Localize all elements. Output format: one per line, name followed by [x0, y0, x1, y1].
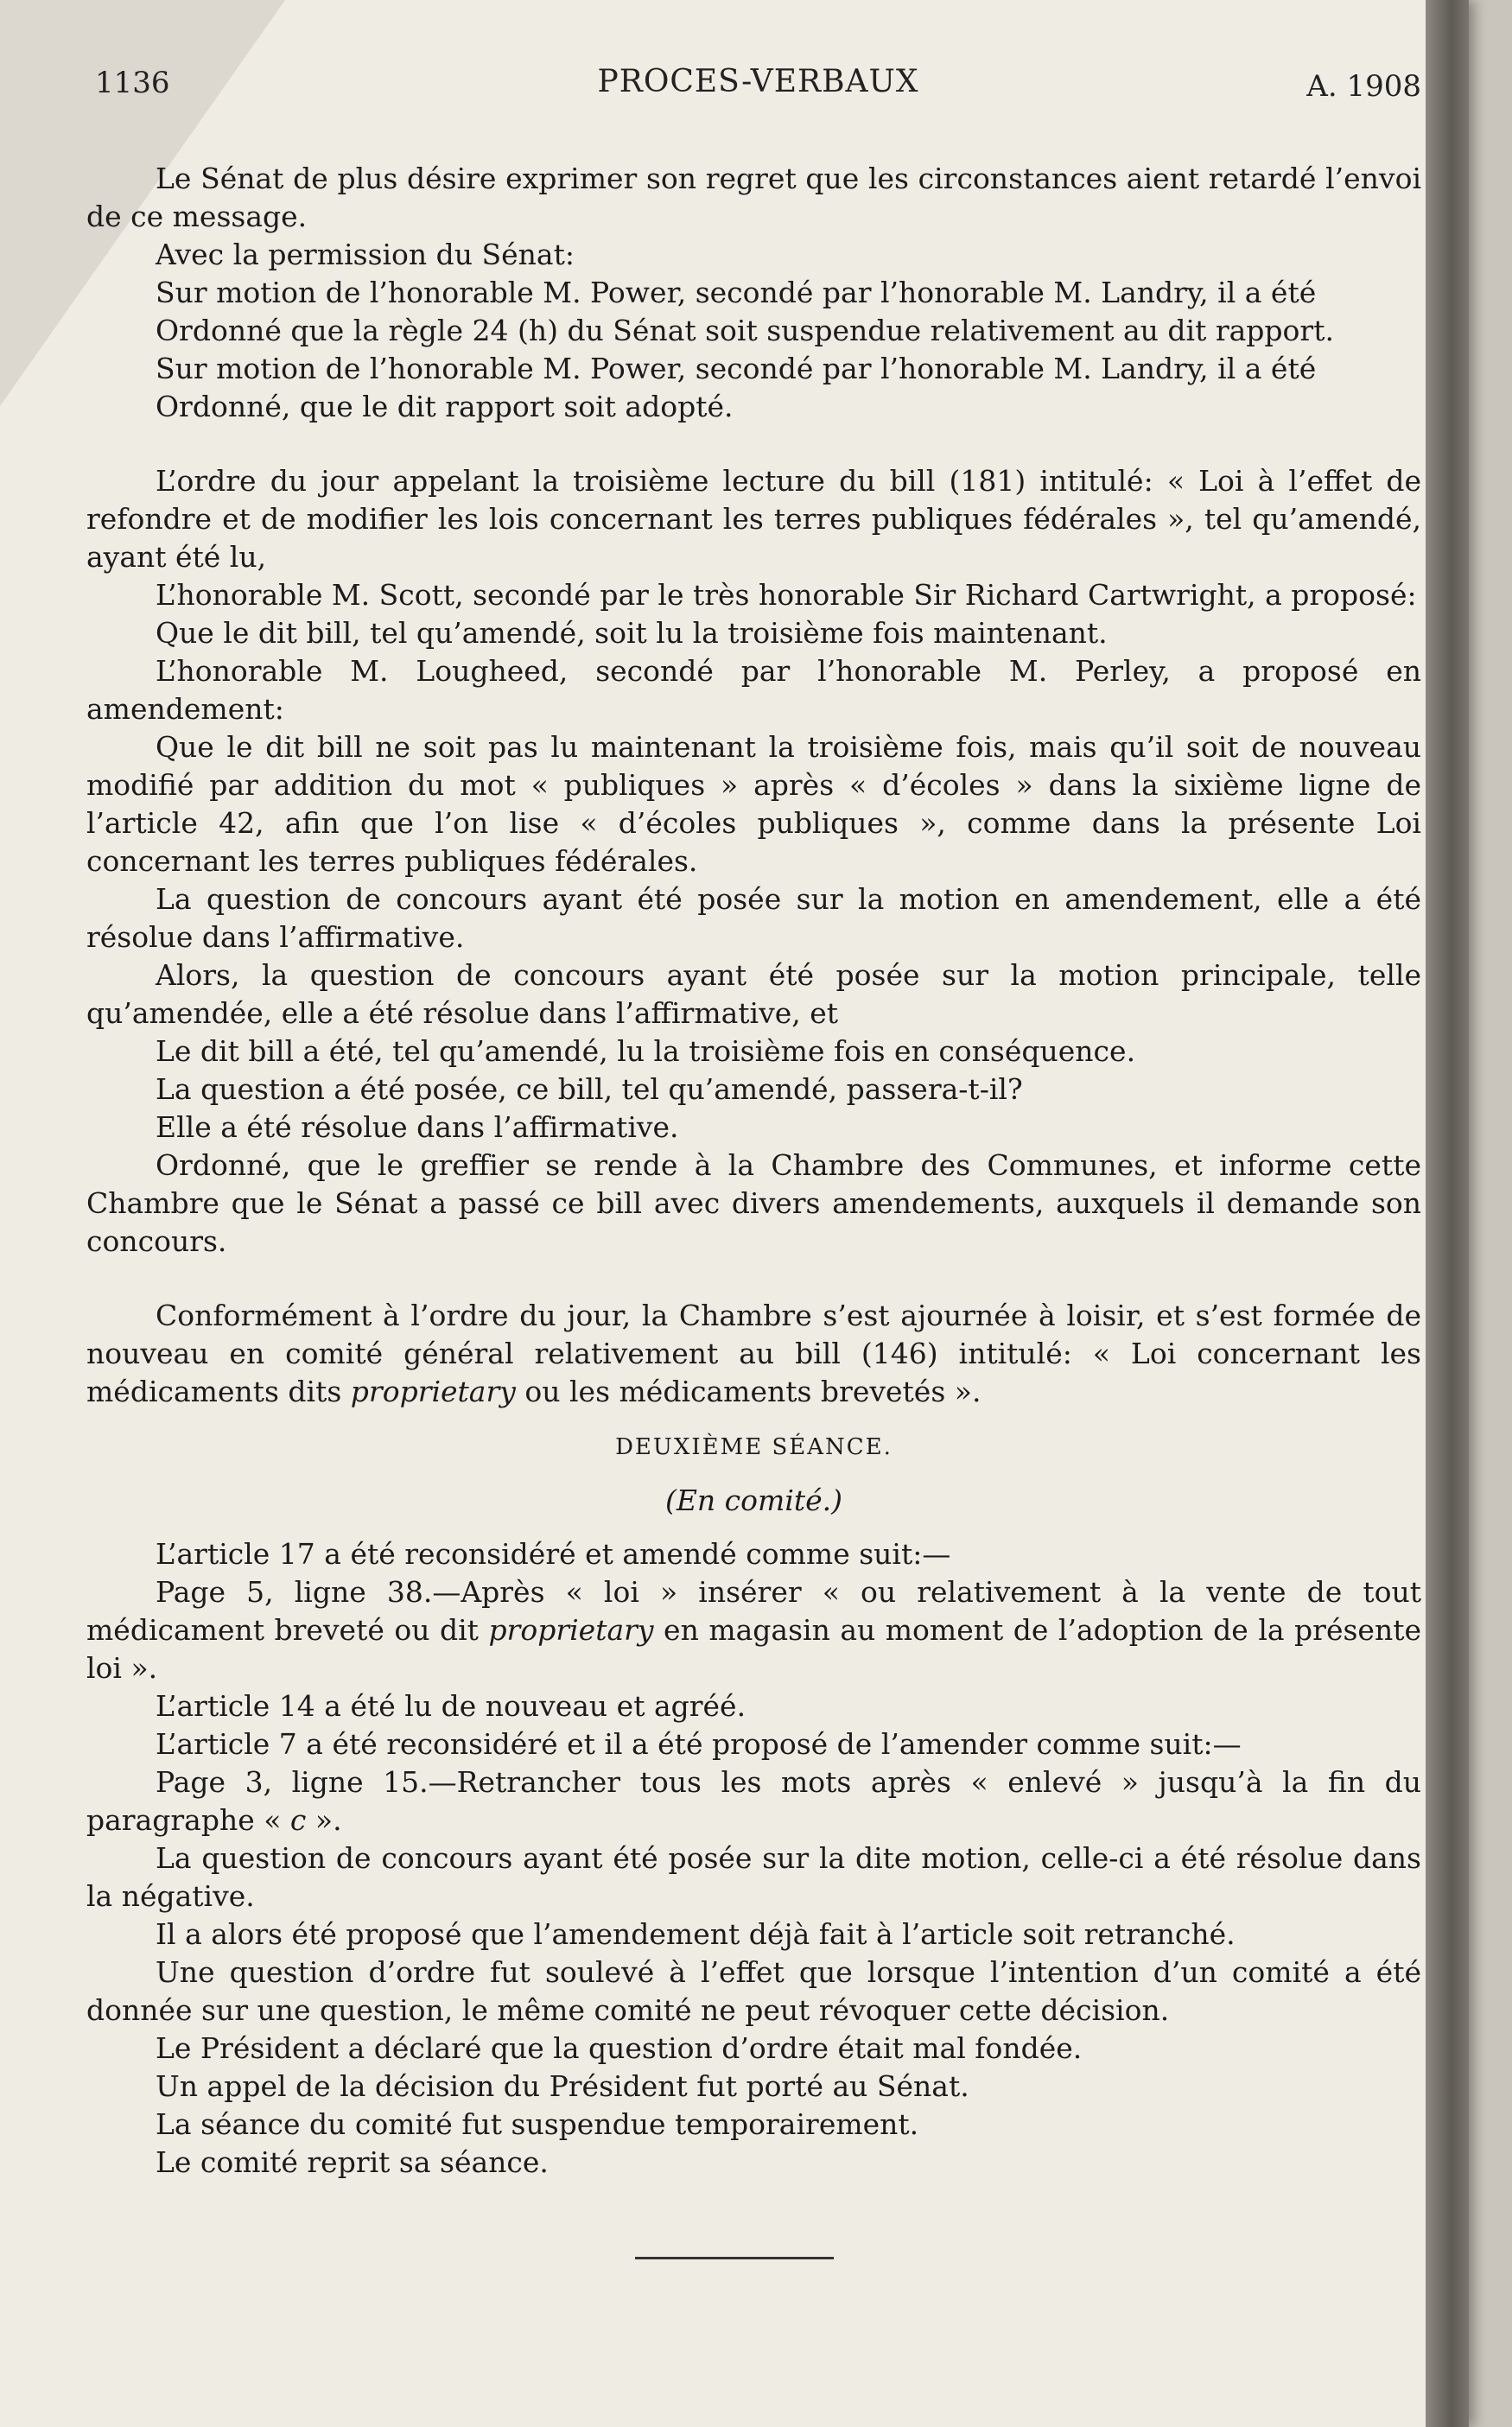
paragraph: Alors, la question de concours ayant été posée sur la motion principale, telle qu’amendée, elle a été résolue dans l’affirmative, et [86, 958, 1421, 1030]
paragraph: Ordonné, que le greffier se rende à la Chambre des Communes, et informe cette Chambre que le Sénat a passé ce bill avec divers amendements, auxquels il demande son concours. [86, 1148, 1421, 1258]
paragraph: L’article 7 a été reconsidéré et il a été proposé de l’amender comme suit:— [156, 1727, 1242, 1761]
page-body [86, 160, 1421, 2182]
paragraph: Le comité reprit sa séance. [156, 2145, 549, 2179]
paragraph: L’honorable M. Lougheed, secondé par l’honorable M. Perley, a proposé en amendement: [86, 654, 1421, 726]
paragraph: Le dit bill a été, tel qu’amendé, lu la troisième fois en conséquence. [156, 1034, 1136, 1068]
book-binding-edge [1426, 0, 1469, 2427]
paragraph: La question a été posée, ce bill, tel qu’amendé, passera-t-il? [156, 1072, 1023, 1106]
paragraph: Le Président a déclaré que la question d’ordre était mal fondée. [156, 2031, 1083, 2065]
paragraph: La question de concours ayant été posée sur la motion en amendement, elle a été résolue dans l’affirmative. [86, 882, 1421, 954]
paragraph: Il a alors été proposé que l’amendement déjà fait à l’article soit retranché. [156, 1917, 1236, 1951]
paragraph: Un appel de la décision du Président fut porté au Sénat. [156, 2069, 969, 2103]
paragraph: Ordonné que la règle 24 (h) du Sénat soit suspendue relativement au dit rapport. [156, 314, 1334, 347]
page-header [95, 60, 1421, 112]
end-rule [635, 2257, 834, 2259]
paragraph: Ordonné, que le dit rapport soit adopté. [156, 390, 734, 423]
running-title: PROCES-VERBAUX [597, 64, 919, 99]
paragraph: Elle a été résolue dans l’affirmative. [156, 1110, 679, 1144]
paragraph: Page 5, ligne 38.—Après « loi » insérer « ou relativement à la vente de tout médicament breveté ou dit proprietary en magasin au moment de l’adoption de la présente loi ». [86, 1575, 1421, 1685]
paragraph: Que le dit bill ne soit pas lu maintenant la troisième fois, mais qu’il soit de nouveau modifié par addition du mot « publiques » après « d’écoles » dans la sixième ligne de l’article 42, afin que l’on lise « d’écoles publiques », comme dans la présente Loi concernant les terres publiques fédérales. [86, 730, 1421, 878]
paragraph: Une question d’ordre fut soulevé à l’effet que lorsque l’intention d’un comité a été donnée sur une question, le même comité ne peut révoquer cette décision. [86, 1955, 1421, 2027]
paragraph: L’ordre du jour appelant la troisième lecture du bill (181) intitulé: « Loi à l’effet de refondre et de modifier les lois concernant les terres publiques fédérales », tel qu’amendé, ayant été lu, [86, 464, 1421, 574]
year-label: A. 1908 [1306, 69, 1421, 104]
paragraph: La séance du comité fut suspendue temporairement. [156, 2107, 919, 2141]
committee-subheading: (En comité.) [664, 1484, 843, 1517]
paragraph: Que le dit bill, tel qu’amendé, soit lu la troisième fois maintenant. [156, 616, 1108, 650]
paragraph: Sur motion de l’honorable M. Power, secondé par l’honorable M. Landry, il a été [156, 352, 1317, 385]
paragraph: Le Sénat de plus désire exprimer son regret que les circonstances aient retardé l’envoi de ce message. [86, 162, 1421, 233]
paragraph: La question de concours ayant été posée sur la dite motion, celle-ci a été résolue dans la négative. [86, 1841, 1421, 1913]
paragraph: L’article 14 a été lu de nouveau et agréé. [156, 1689, 746, 1723]
paragraph: Avec la permission du Sénat: [156, 238, 575, 271]
paragraph: Page 3, ligne 15.—Retrancher tous les mots après « enlevé » jusqu’à la fin du paragraphe « c ». [86, 1765, 1421, 1837]
session-heading: DEUXIÈME SÉANCE. [615, 1434, 893, 1460]
paragraph: Sur motion de l’honorable M. Power, secondé par l’honorable M. Landry, il a été [156, 276, 1317, 309]
paragraph: L’article 17 a été reconsidéré et amendé comme suit:— [156, 1537, 951, 1571]
paragraph: L’honorable M. Scott, secondé par le très honorable Sir Richard Cartwright, a proposé: [156, 578, 1417, 612]
page-number: 1136 [95, 66, 170, 100]
paragraph: Conformément à l’ordre du jour, la Chambre s’est ajournée à loisir, et s’est formée de nouveau en comité général relativement au bill (146) intitulé: « Loi concernant les médicaments dits proprietary ou les médicaments brevetés ». [86, 1299, 1421, 1408]
